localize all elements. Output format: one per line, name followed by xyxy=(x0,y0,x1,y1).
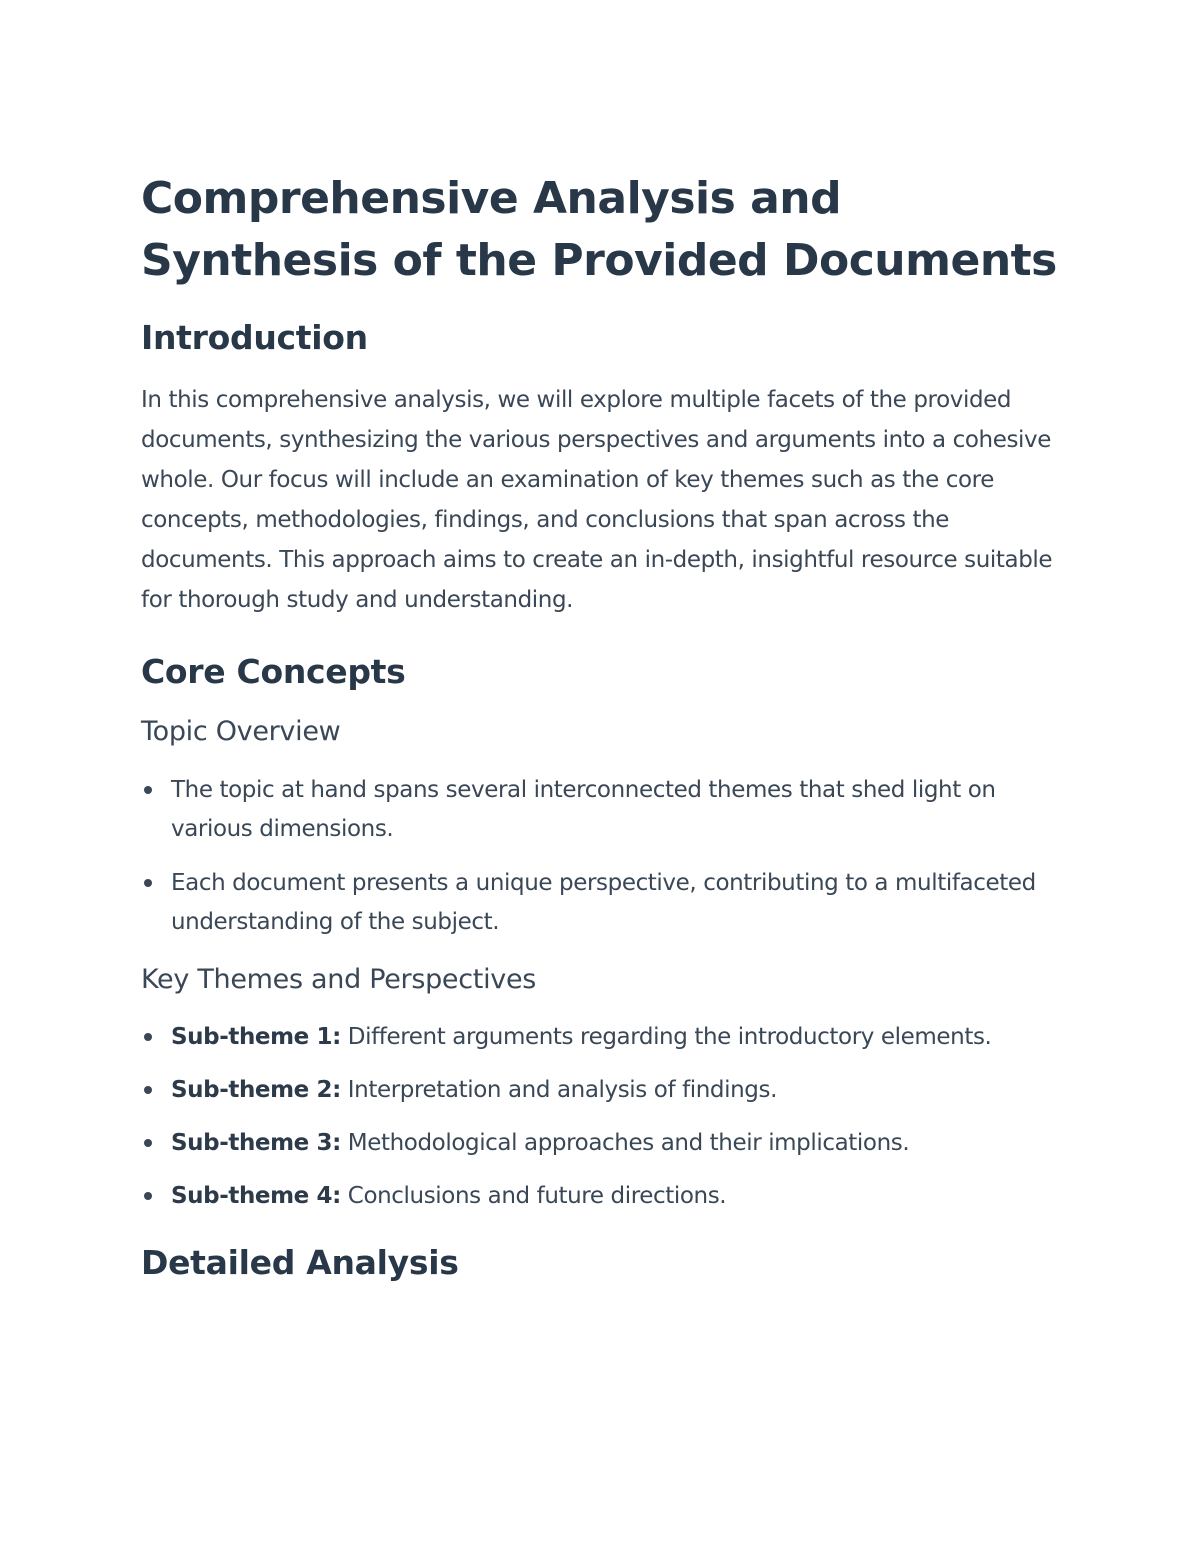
bullet-icon xyxy=(144,786,152,794)
sub-theme-text: Methodological approaches and their implications. xyxy=(340,1130,910,1156)
bullet-icon xyxy=(144,879,152,887)
list-item xyxy=(141,1071,1071,1110)
core-concepts-heading: Core Concepts xyxy=(141,652,406,691)
bullet-icon xyxy=(144,1139,152,1147)
detailed-analysis-heading: Detailed Analysis xyxy=(141,1243,459,1282)
list-item xyxy=(141,1177,1071,1216)
sub-theme-text: Conclusions and future directions. xyxy=(340,1183,727,1209)
list-item xyxy=(141,771,1071,849)
key-themes-list xyxy=(141,1018,1071,1216)
bullet-icon xyxy=(144,1033,152,1041)
document-content xyxy=(141,168,1071,1285)
list-item-text: Each document presents a unique perspective, contributing to a multifaceted understanding of the subject. xyxy=(171,870,1036,935)
sub-theme-label: Sub-theme 2: xyxy=(171,1077,341,1103)
list-item xyxy=(141,1124,1071,1163)
topic-overview-heading: Topic Overview xyxy=(141,716,341,747)
sub-theme-text: Different arguments regarding the introductory elements. xyxy=(340,1024,992,1050)
sub-theme-text: Interpretation and analysis of findings. xyxy=(340,1077,777,1103)
bullet-icon xyxy=(144,1192,152,1200)
sub-theme-label: Sub-theme 4: xyxy=(171,1183,341,1209)
introduction-heading: Introduction xyxy=(141,318,368,357)
list-item xyxy=(141,1018,1071,1057)
sub-theme-label: Sub-theme 3: xyxy=(171,1130,341,1156)
bullet-icon xyxy=(144,1086,152,1094)
topic-overview-list xyxy=(141,771,1071,942)
list-item xyxy=(141,864,1071,942)
document-title: Comprehensive Analysis and Synthesis of the Provided Documents xyxy=(141,173,1057,286)
key-themes-heading: Key Themes and Perspectives xyxy=(141,964,537,995)
list-item-text: The topic at hand spans several interconnected themes that shed light on various dimensions. xyxy=(171,777,996,842)
sub-theme-label: Sub-theme 1: xyxy=(171,1024,341,1050)
introduction-paragraph: In this comprehensive analysis, we will explore multiple facets of the provided documents, synthesizing the various perspectives and arguments into a cohesive whole. Our focus will include an examination of key themes such as the core concepts, methodologies, findings, and conclusions that span across the documents. This approach aims to create an in-depth, insightful resource suitable for thorough study and understanding. xyxy=(141,387,1053,613)
